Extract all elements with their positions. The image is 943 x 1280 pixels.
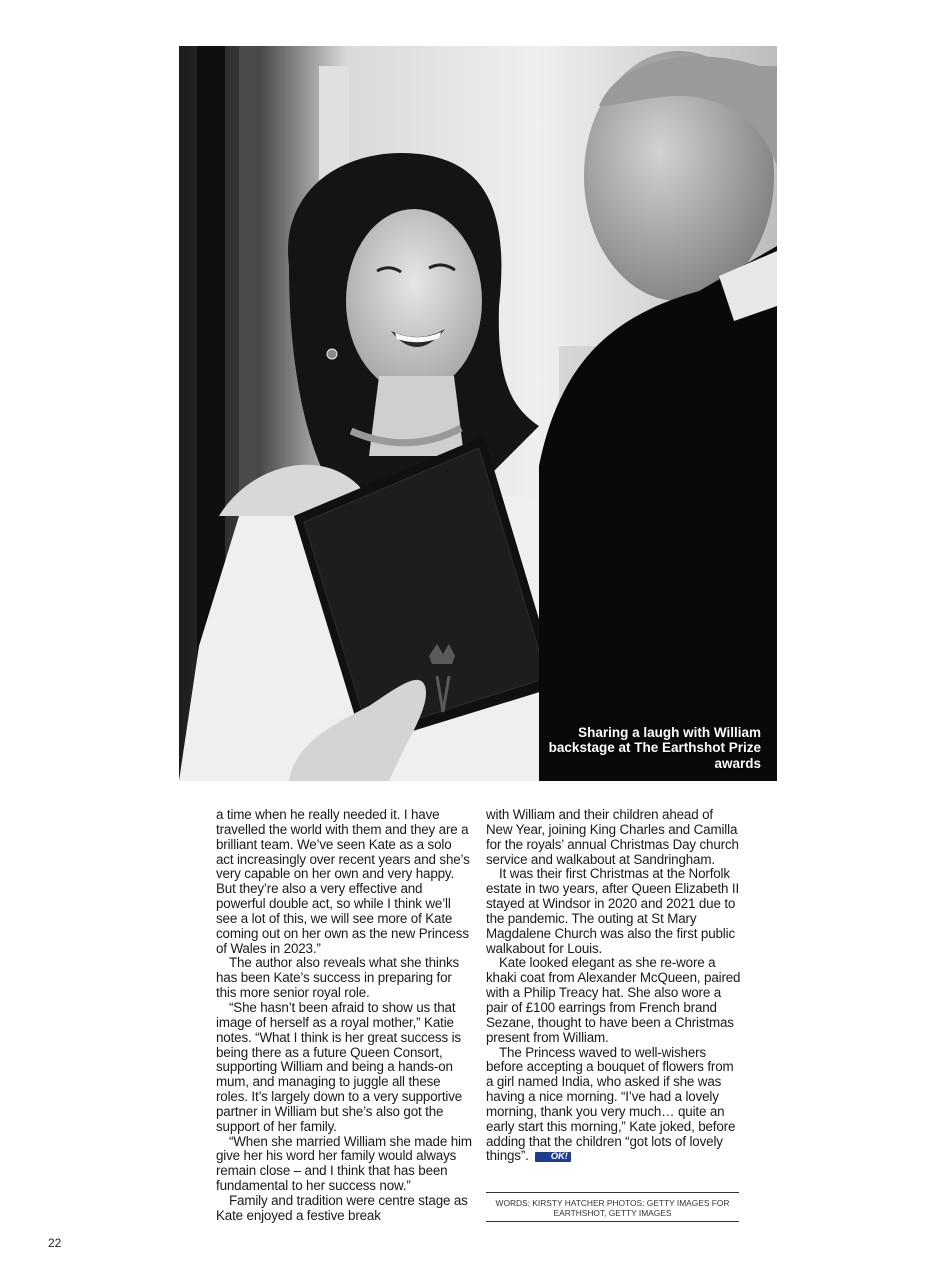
article-column-left [216,808,472,1224]
photo-credits: WORDS: KIRSTY HATCHER PHOTOS: GETTY IMAGES FOR EARTHSHOT, GETTY IMAGES [486,1192,739,1222]
photo-illustration [179,46,777,781]
article-column-right [486,808,742,1164]
ok-logo: OK! [535,1152,571,1162]
paragraph: “She hasn’t been afraid to show us that image of herself as a royal mother,” Katie notes. “What I think is her great success is being there as a future Queen Consort, supporting William and being a hands-on mum, and managing to juggle all these roles. It’s largely down to a very supportive partner in William but she’s also got the support of her family. [216,999,463,1134]
page-number: 22 [48,1236,62,1250]
paragraph: a time when he really needed it. I have travelled the world with them and they are a brilliant team. We’ve seen Kate as a solo act increasingly over recent years and she’s very capable on her own and very happy. But they’re also a very effective and powerful double act, so while I think we’ll see a lot of this, we will see more of Kate coming out on her own as the new Princess of Wales in 2023.” [216,807,470,956]
paragraph: The author also reveals what she thinks has been Kate’s success in preparing for this more senior royal role. [216,955,460,1001]
paragraph: Kate looked elegant as she re-wore a khaki coat from Alexander McQueen, paired with a Philip Treacy hat. She also wore a pair of £100 earrings from French brand Sezane, thought to have been a Christmas present from William. [486,955,741,1045]
paragraph: It was their first Christmas at the Norfolk estate in two years, after Queen Elizabeth II stayed at Windsor in 2020 and 2021 due to the pandemic. The outing at St Mary Magdalene Church was also the first public walkabout for Louis. [486,866,740,956]
paragraph-final [486,1046,742,1165]
paragraph: with William and their children ahead of New Year, joining King Charles and Camilla for the royals’ annual Christmas Day church service and walkabout at Sandringham. [486,807,739,867]
photo-caption: Sharing a laugh with William backstage at The Earthshot Prize awards [548,724,761,771]
paragraph: “When she married William she made him give her his word her family would always remain close – and I think that has been fundamental to her success now.” [216,1133,472,1194]
paragraph-text: The Princess waved to well-wishers before accepting a bouquet of flowers from a girl named India, who asked if she was having a nice morning. “I’ve had a lovely morning, thank you very much… quite an early start this morning,” Kate joked, before adding that the children “got lots of lovely things”. [486,1044,736,1164]
feature-photo [179,46,777,781]
paragraph: Family and tradition were centre stage as Kate enjoyed a festive break [216,1192,468,1223]
